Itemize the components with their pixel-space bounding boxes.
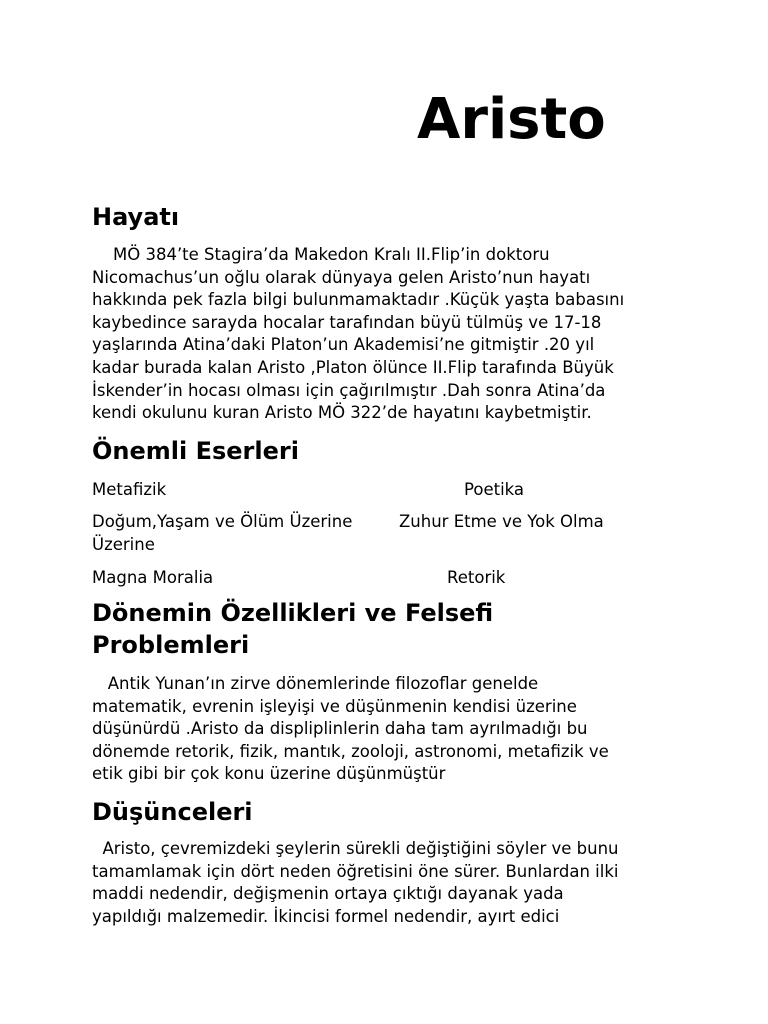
- section-heading-donem-line2: Problemleri: [92, 631, 250, 659]
- work-item: Magna Moralia: [92, 568, 214, 587]
- section-heading-eserler: Önemli Eserleri: [92, 437, 299, 465]
- section-heading-dusunceleri: Düşünceleri: [92, 798, 253, 826]
- section-heading-donem-line1: Dönemin Özellikleri ve Felsefi: [92, 599, 494, 627]
- paragraph-hayati: MÖ 384’te Stagira’da Makedon Kralı II.Flip’in doktoru Nicomachus’un oğlu olarak dünyaya gelen Aristo’nun hayatı hakkında pek fazla bilgi bulunmamaktadır .Küçük yaşta babasını kaybedince sarayda hocalar tarafından büyü tülmüş ve 17-18 yaşlarında Atina’daki Platon’un Akademisi’ne gitmiştir .20 yıl kadar burada kalan Aristo ,Platon ölünce II.Flip tarafında Büyük İskender’in hocası olması için çağırılmıştır .Dah sonra Atina’da kendi okulunu kuran Aristo MÖ 322’de hayatını kaybetmiştir.: [92, 245, 625, 423]
- work-item: Retorik: [447, 568, 506, 587]
- section-heading-hayati: Hayatı: [92, 203, 180, 231]
- paragraph-dusunceleri: Aristo, çevremizdeki şeylerin sürekli değiştiğini söyler ve bunu tamamlamak için dört neden öğretisini öne sürer. Bunlardan ilki maddi nedendir, değişmenin ortaya çıktığı dayanak yada yapıldığı malzemedir. İkincisi formel nedendir, ayırt edici: [92, 839, 619, 926]
- work-item: Poetika: [464, 480, 525, 499]
- work-item: Metafizik: [92, 480, 167, 499]
- work-item: Doğum,Yaşam ve Ölüm Üzerine Üzerine: [92, 512, 353, 554]
- paragraph-donem: Antik Yunan’ın zirve dönemlerinde filozoflar genelde matematik, evrenin işleyişi ve düşünmenin kendisi üzerine düşünürdü .Aristo da displiplinlerin daha tam ayrılmadığı bu dönemde retorik, fizik, mantık, zooloji, astronomi, metafizik ve etik gibi bir çok konu üzerine düşünmüştür: [92, 674, 609, 784]
- work-item: Zuhur Etme ve Yok Olma: [399, 512, 604, 531]
- document-title: Aristo: [417, 87, 606, 152]
